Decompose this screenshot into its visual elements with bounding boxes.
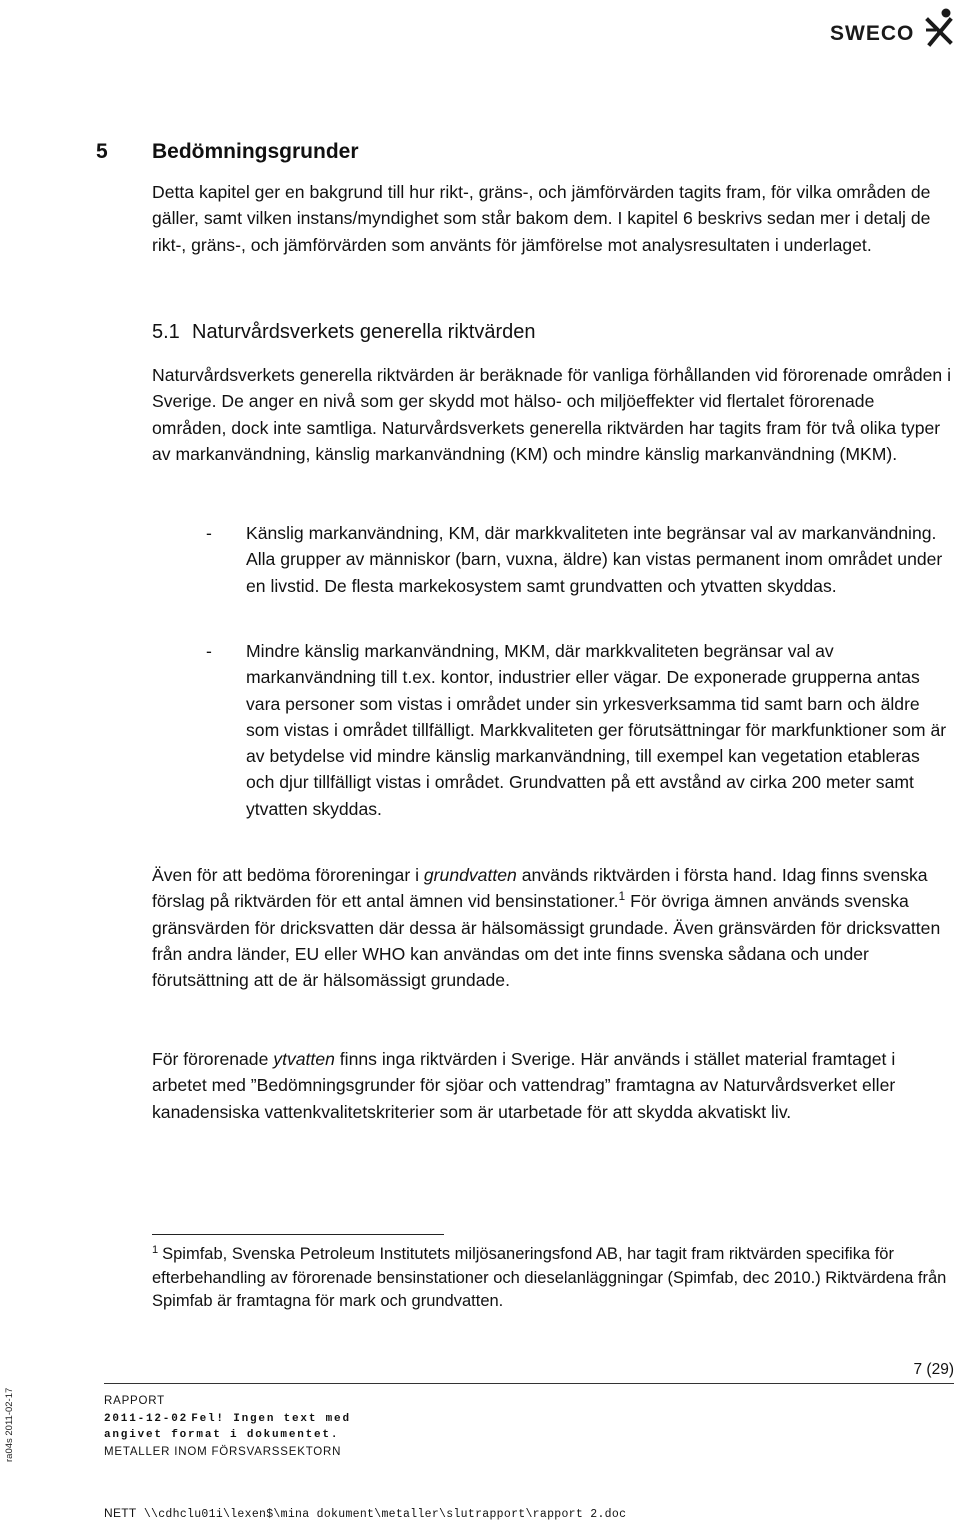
footnote-text: Spimfab, Svenska Petroleum Institutets miljösaneringsfond AB, har tagit fram riktvärden specifika för efterbehandling av förorenade bensinstationer och dieselanläggningar (Spimfab, dec 2010.) Riktvärdena från Spimfab är framtagna för mark och grundvatten.	[152, 1245, 947, 1310]
project-name: METALLER INOM FÖRSVARSSEKTORN	[104, 1445, 342, 1458]
doc-type: RAPPORT	[104, 1395, 165, 1407]
footnote-reference[interactable]: 1	[618, 889, 626, 904]
text-run: För förorenade	[152, 1049, 274, 1069]
text-run: används riktvärden i första hand. Idag finns svenska förslag på riktvärden för ett antal ämnen vid bensinstationer.	[152, 865, 928, 912]
grundvatten-paragraph	[152, 862, 952, 993]
section-number: 5	[96, 140, 108, 163]
text-run: Även för att bedöma föroreningar i	[152, 865, 424, 885]
page-number: 7 (29)	[913, 1361, 954, 1378]
footer-divider	[104, 1383, 954, 1384]
field-error-2: angivet format i dokumentet.	[104, 1429, 340, 1441]
footnote	[152, 1243, 952, 1314]
list-item	[152, 520, 952, 630]
footnote-marker: 1	[152, 1243, 159, 1256]
subsection-number: 5.1	[152, 321, 180, 343]
date-line	[104, 1410, 351, 1428]
intro-paragraph: Detta kapitel ger en bakgrund till hur rikt-, gräns-, och jämförvärden tagits fram, för vilka områden de gäller, samt vilken instans/myndighet som står bakom dem. I kapitel 6 beskrivs sedan mer i detalj de rikt-, gräns-, och jämförvärden som använts för jämförelse mot analysresultaten i underlaget.	[152, 182, 931, 255]
bullet-dash: -	[206, 523, 212, 543]
sweco-logo	[826, 8, 956, 48]
emphasis-grundvatten: grundvatten	[423, 865, 517, 885]
footer-info	[104, 1393, 351, 1460]
list-item	[152, 638, 952, 853]
riktvarden-paragraph: Naturvårdsverkets generella riktvärden är beräknade för vanliga förhållanden vid förorenade områden i Sverige. De anger en nivå som ger skydd mot hälso- och miljöeffekter vid flertalet förorenade områden, dock inte samtliga. Naturvårdsverkets generella riktvärden har tagits fram för två olika typer av markanvändning, känslig markanvändning (KM) och mindre känslig markanvändning (MKM).	[152, 365, 952, 464]
emphasis-ytvatten: ytvatten	[273, 1049, 335, 1069]
sweco-figure-icon	[922, 8, 956, 48]
section-title: Bedömningsgrunder	[152, 140, 359, 163]
text-run: För övriga ämnen används svenska gränsvärden för dricksvatten där dessa är hälsomässigt grundade. Även gränsvärden för dricksvatten från andra länder, EU eller WHO kan användas om det inte finns svenska sådana och under förutsättning att de är hälsomässigt grundade.	[152, 891, 941, 991]
section-heading	[96, 140, 359, 164]
path-prefix: NETT	[104, 1506, 137, 1520]
ytvatten-paragraph	[152, 1046, 952, 1125]
doc-date: 2011-12-02	[104, 1412, 189, 1425]
subsection-title: Naturvårdsverkets generella riktvärden	[192, 321, 536, 343]
field-error-1: Fel! Ingen text med	[191, 1412, 351, 1425]
text-run: finns inga riktvärden i Sverige. Här används i stället material framtaget i arbetet med ”Bedömningsgrunder för sjöar och vattendrag” framtagna av Naturvårdsverket eller kanadensiska vattenkvalitetskriterier som är utarbetade för att skydda akvatiskt liv.	[152, 1049, 896, 1122]
file-path-line	[104, 1506, 626, 1521]
bullet-text: Mindre känslig markanvändning, MKM, där markkvaliteten begränsar val av markanvändning till t.ex. kontor, industrier eller vägar. De exponerade grupperna antas vara personer som vistas i området under sin yrkesverksamma tid samt barn och äldre som vistas i området tillfälligt. Markkvaliteten ger förutsättningar för markfunktioner som är av betydelse vid mindre känslig markanvändning, till exempel kan vegetation etableras och djur tillfälligt vistas i området. Grundvatten på ett avstånd av cirka 200 meter samt ytvatten skyddas.	[246, 641, 947, 819]
footnote-separator	[152, 1234, 444, 1235]
bullet-text: Känslig markanvändning, KM, där markkvaliteten inte begränsar val av markanvändning. Alla grupper av människor (barn, vuxna, äldre) kan vistas permanent inom området under en livstid. De flesta markekosystem samt grundvatten och ytvatten skyddas.	[246, 523, 943, 596]
logo-text: SWECO	[830, 22, 915, 45]
template-label: ra04s 2011-02-17	[4, 1387, 15, 1462]
file-path: \\cdhclu01i\lexen$\mina dokument\metaller\slutrapport\rapport 2.doc	[143, 1508, 627, 1521]
bullet-dash: -	[206, 641, 212, 661]
subsection-heading	[152, 321, 536, 344]
